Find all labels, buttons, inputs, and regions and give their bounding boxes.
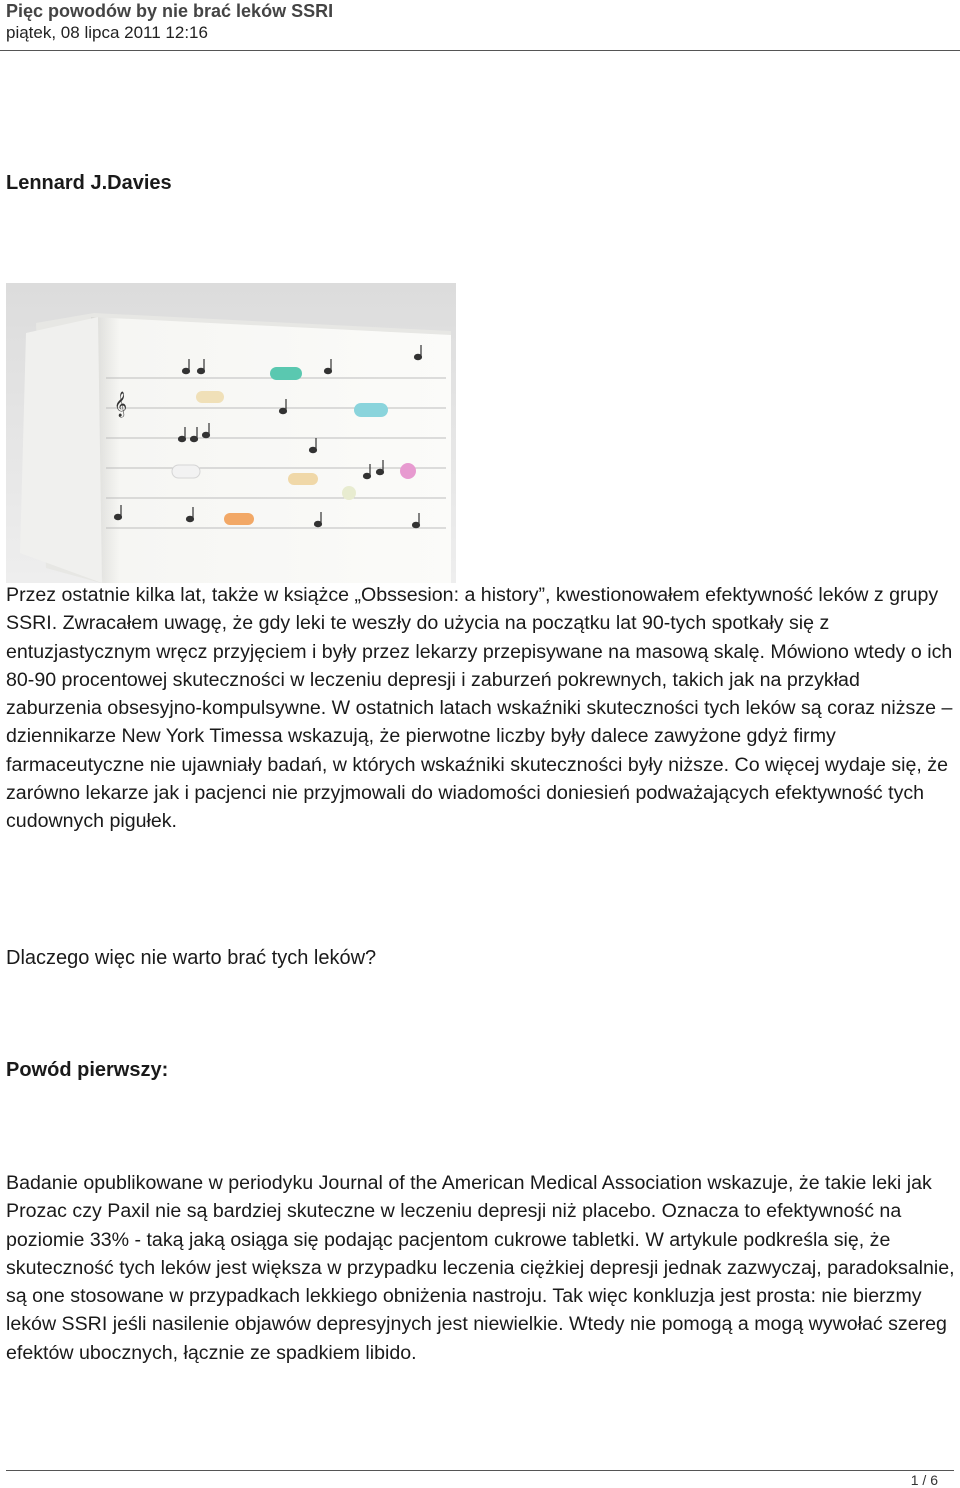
- svg-text:𝄞: 𝄞: [114, 392, 128, 417]
- document-date: piątek, 08 lipca 2011 12:16: [6, 23, 208, 42]
- intro-paragraph: Przez ostatnie kilka lat, także w książce „Obssesion: a history”, kwestionowałem efektywność leków z grupy SSRI. Zwracałem uwagę, że gdy leki te weszły do użycia na początku lat 90-tych spotkały się z entuzjastycznym wręcz przyjęciem i były przez lekarzy przepisywane na masową skalę. Mówiono wtedy o ich 80-90 procentowej skuteczności w leczeniu depresji i zaburzeń pokrewnych, takich jak na przykład zaburzenia obsesyjno-kompulsywne. W ostatnich latach wskaźniki skuteczności tych leków są coraz niższe – dziennikarze New York Timessa wskazują, że pierwotne liczby były dalece zawyżone gdyż firmy farmaceutyczne nie ujawniały badań, w których wskaźniki skuteczności były niższe. Co więcej wydaje się, że zarówno lekarze jak i pacjenci nie przyjmowali do wiadomości doniesień podważających efektywność tych cudownych pigułek.: [6, 584, 953, 833]
- author-name: Lennard J.Davies: [6, 172, 172, 194]
- reason-one-paragraph: Badanie opublikowane w periodyku Journal of the American Medical Association wskazuje, że takie leki jak Prozac czy Paxil nie są bardziej skuteczne w leczeniu depresji niż placebo. Oznacza to efektywność na poziomie 33% - taką jaką osiąga się podając pacjentom cukrowe tabletki. W artykule podkreśla się, że skuteczność tych leków jest większa w przypadku leczenia ciężkiej depresji jednak zazwyczaj, paradoksalnie, są one stosowane w przypadkach lekkiego obniżenia nastroju. Tak więc konkluzja jest prosta: nie bierzmy leków SSRI jeśli nasilenie objawów depresyjnych jest niewielkie. Wtedy nie pomogą a mogą wywołać szereg efektów ubocznych, łącznie ze spadkiem libido.: [6, 1172, 955, 1364]
- header-divider: [0, 50, 960, 51]
- question-line: Dlaczego więc nie warto brać tych leków?: [6, 947, 377, 969]
- page-header: [6, 0, 956, 45]
- reason-one-heading: Powód pierwszy:: [6, 1059, 169, 1081]
- footer-divider: [6, 1470, 954, 1471]
- sheet-music-pills-image: [6, 283, 456, 583]
- document-title: Pięc powodów by nie brać leków SSRI: [6, 1, 334, 21]
- page-number: 1 / 6: [910, 1472, 938, 1488]
